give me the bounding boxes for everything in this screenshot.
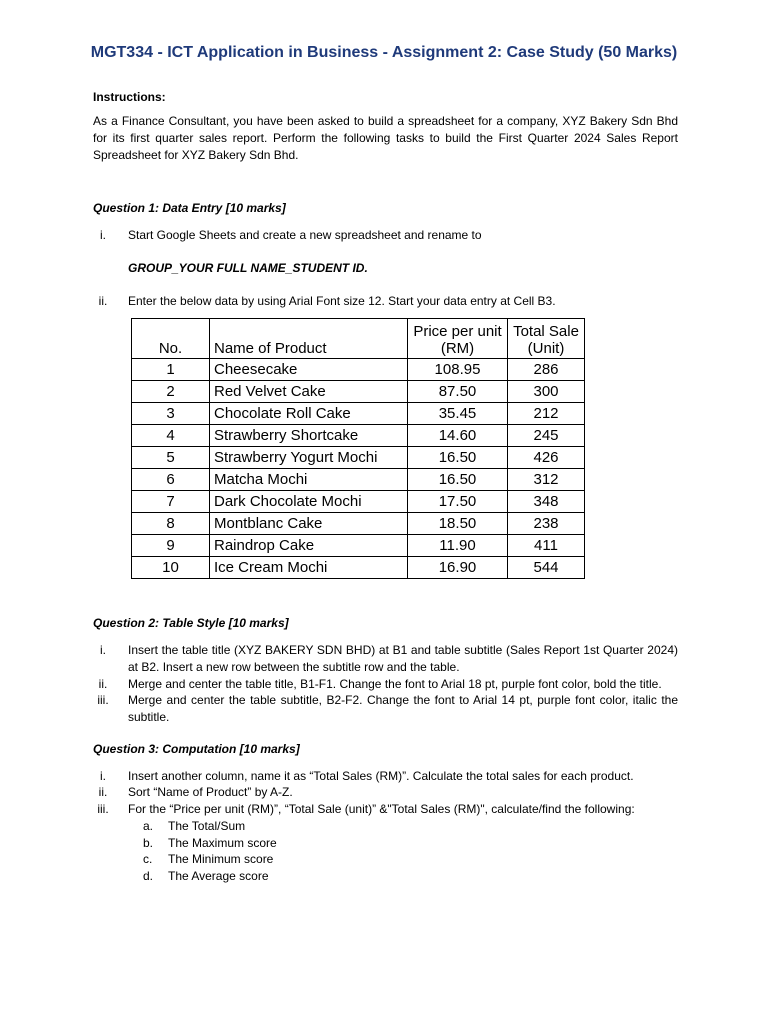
table-row — [132, 381, 585, 403]
cell-no: 3 — [132, 403, 210, 425]
q2-item-1-text: Insert the table title (XYZ BAKERY SDN BHD) at B1 and table subtitle (Sales Report 1st Quarter 2024) at B2. Insert a new row between the subtitle row and the table. — [128, 643, 678, 674]
table-header-row — [132, 319, 585, 359]
q1-filename: GROUP_YOUR FULL NAME_STUDENT ID. — [128, 261, 368, 275]
cell-price: 87.50 — [408, 381, 508, 403]
q1-item-1-num: i. — [100, 228, 106, 242]
cell-sale: 212 — [508, 403, 585, 425]
cell-sale: 426 — [508, 447, 585, 469]
table-row — [132, 359, 585, 381]
q3-heading: Question 3: Computation [10 marks] — [93, 742, 300, 756]
cell-no: 5 — [132, 447, 210, 469]
q2-item-2-num: ii. — [98, 677, 108, 691]
q1-item-2-text: Enter the below data by using Arial Font size 12. Start your data entry at Cell B3. — [128, 294, 556, 308]
q2-item-2-text: Merge and center the table title, B1-F1. Change the font to Arial 18 pt, purple font color, bold the title. — [128, 677, 662, 691]
cell-sale: 411 — [508, 535, 585, 557]
cell-sale: 238 — [508, 513, 585, 535]
q3-subitem-c-letter: c. — [143, 852, 153, 866]
cell-name: Red Velvet Cake — [210, 381, 408, 403]
q3-item-3-num: iii. — [97, 802, 109, 816]
table-row — [132, 425, 585, 447]
cell-no: 7 — [132, 491, 210, 513]
cell-price: 14.60 — [408, 425, 508, 447]
cell-sale: 348 — [508, 491, 585, 513]
cell-no: 9 — [132, 535, 210, 557]
cell-price: 17.50 — [408, 491, 508, 513]
cell-sale: 300 — [508, 381, 585, 403]
cell-price: 16.50 — [408, 447, 508, 469]
table-row — [132, 491, 585, 513]
cell-name: Strawberry Shortcake — [210, 425, 408, 447]
header-no: No. — [132, 319, 210, 359]
q3-subitem-c-text: The Minimum score — [168, 852, 274, 866]
cell-sale: 245 — [508, 425, 585, 447]
q3-item-1-num: i. — [100, 769, 106, 783]
q2-heading: Question 2: Table Style [10 marks] — [93, 616, 289, 630]
cell-no: 8 — [132, 513, 210, 535]
table-row — [132, 469, 585, 491]
cell-price: 35.45 — [408, 403, 508, 425]
q2-item-3-num: iii. — [97, 693, 109, 707]
cell-name: Montblanc Cake — [210, 513, 408, 535]
cell-sale: 312 — [508, 469, 585, 491]
q3-subitem-a-letter: a. — [143, 819, 154, 833]
header-sale: Total Sale (Unit) — [508, 319, 585, 359]
q3-subitem-d-text: The Average score — [168, 869, 269, 883]
q3-subitem-a — [143, 818, 245, 835]
q3-subitem-b — [143, 835, 277, 852]
cell-price: 16.90 — [408, 557, 508, 579]
cell-name: Matcha Mochi — [210, 469, 408, 491]
cell-price: 108.95 — [408, 359, 508, 381]
q3-item-2-text: Sort “Name of Product” by A-Z. — [128, 785, 293, 799]
cell-price: 18.50 — [408, 513, 508, 535]
q2-item-3-text: Merge and center the table subtitle, B2-F2. Change the font to Arial 14 pt, purple font color, italic the subtitle. — [128, 693, 678, 724]
table-row — [132, 535, 585, 557]
q3-item-3-text: For the “Price per unit (RM)”, “Total Sale (unit)” &"Total Sales (RM)", calculate/find the following: — [128, 802, 635, 816]
q1-heading: Question 1: Data Entry [10 marks] — [93, 201, 286, 215]
cell-no: 6 — [132, 469, 210, 491]
cell-name: Dark Chocolate Mochi — [210, 491, 408, 513]
cell-name: Ice Cream Mochi — [210, 557, 408, 579]
q3-item-1-text: Insert another column, name it as “Total Sales (RM)”. Calculate the total sales for each product. — [128, 769, 634, 783]
q3-subitem-c — [143, 851, 273, 868]
cell-sale: 286 — [508, 359, 585, 381]
cell-name: Chocolate Roll Cake — [210, 403, 408, 425]
q2-item-1-num: i. — [100, 643, 106, 657]
header-name: Name of Product — [210, 319, 408, 359]
instructions-body: As a Finance Consultant, you have been asked to build a spreadsheet for a company, XYZ Bakery Sdn Bhd for its first quarter sales report. Perform the following tasks to build the First Quarter 2024 Sales Report Spreadsheet for XYZ Bakery Sdn Bhd. — [93, 114, 678, 162]
table-row — [132, 557, 585, 579]
table-row — [132, 447, 585, 469]
q3-subitem-b-letter: b. — [143, 836, 154, 850]
header-price: Price per unit (RM) — [408, 319, 508, 359]
q3-subitem-d — [143, 868, 269, 885]
cell-name: Cheesecake — [210, 359, 408, 381]
q1-item-2-num: ii. — [98, 294, 108, 308]
cell-sale: 544 — [508, 557, 585, 579]
table-row — [132, 513, 585, 535]
cell-no: 1 — [132, 359, 210, 381]
q3-subitem-b-text: The Maximum score — [168, 836, 277, 850]
q3-item-2-num: ii. — [98, 785, 108, 799]
instructions-heading: Instructions: — [93, 90, 166, 104]
product-table — [131, 318, 585, 579]
q3-subitem-d-letter: d. — [143, 869, 154, 883]
document-title: MGT334 - ICT Application in Business - Assignment 2: Case Study (50 Marks) — [90, 44, 678, 61]
cell-no: 10 — [132, 557, 210, 579]
cell-price: 11.90 — [408, 535, 508, 557]
cell-no: 2 — [132, 381, 210, 403]
cell-price: 16.50 — [408, 469, 508, 491]
table-row — [132, 403, 585, 425]
q1-item-1-text: Start Google Sheets and create a new spreadsheet and rename to — [128, 228, 482, 242]
cell-name: Raindrop Cake — [210, 535, 408, 557]
cell-name: Strawberry Yogurt Mochi — [210, 447, 408, 469]
cell-no: 4 — [132, 425, 210, 447]
q3-subitem-a-text: The Total/Sum — [168, 819, 246, 833]
